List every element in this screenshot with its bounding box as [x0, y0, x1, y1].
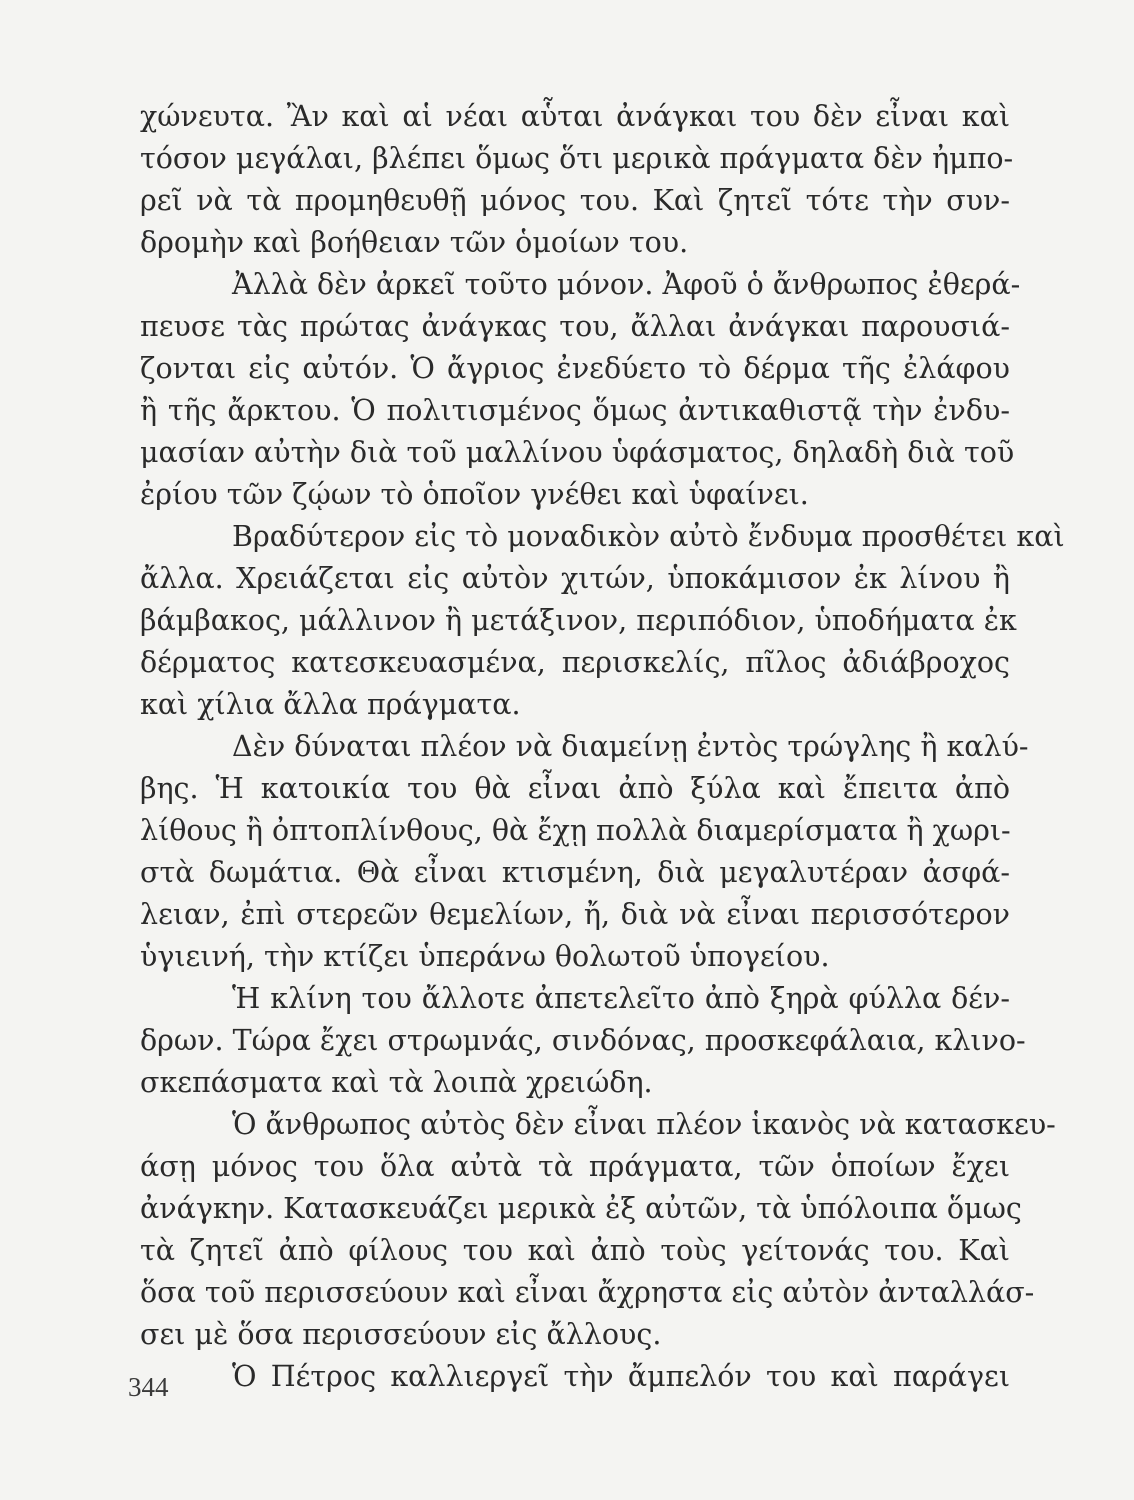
paragraph-start-line: Ἀλλὰ δὲν ἀρκεῖ τοῦτο μόνον. Ἀφοῦ ὁ ἄνθρωπος ἐθερά- — [232, 268, 1021, 301]
text-line: ἢ τῆς ἄρκτου. Ὁ πολιτισμένος ὅμως ἀντικαθιστᾷ τὴν ἐνδυ- — [140, 394, 1010, 427]
text-line: δέρματος κατεσκευασμένα, περισκελίς, πῖλος ἀδιάβροχος — [140, 646, 1010, 679]
text-line: σει μὲ ὅσα περισσεύουν εἰς ἄλλους. — [140, 1318, 662, 1351]
text-line: μασίαν αὐτὴν διὰ τοῦ μαλλίνου ὑφάσματος, δηλαδὴ διὰ τοῦ — [140, 436, 1015, 469]
text-line: βάμβακος, μάλλινον ἢ μετάξινον, περιπόδιον, ὑποδήματα ἐκ — [140, 604, 1017, 637]
text-line: ὑγιεινή, τὴν κτίζει ὑπεράνω θολωτοῦ ὑπογείου. — [140, 940, 830, 973]
paragraph-start-line: Ἡ κλίνη του ἄλλοτε ἀπετελεῖτο ἀπὸ ξηρὰ φύλλα δέν- — [232, 982, 1010, 1015]
text-line: λειαν, ἐπὶ στερεῶν θεμελίων, ἤ, διὰ νὰ εἶναι περισσότερον — [140, 898, 1010, 931]
body-text — [140, 96, 1065, 1398]
text-line: ἀνάγκην. Κατασκευάζει μερικὰ ἐξ αὐτῶν, τὰ ὑπόλοιπα ὅμως — [140, 1192, 1022, 1225]
text-line: καὶ χίλια ἄλλα πράγματα. — [140, 688, 521, 721]
text-line: δρων. Τώρα ἔχει στρωμνάς, σινδόνας, προσκεφάλαια, κλινο- — [140, 1024, 1026, 1057]
text-line: άσῃ μόνος του ὅλα αὐτὰ τὰ πράγματα, τῶν ὁποίων ἔχει — [140, 1150, 1010, 1183]
page-number: 344 — [128, 1372, 169, 1402]
paragraph-start-line: Βραδύτερον εἰς τὸ μοναδικὸν αὐτὸ ἔνδυμα προσθέτει καὶ — [232, 520, 1065, 553]
text-line: στὰ δωμάτια. Θὰ εἶναι κτισμένη, διὰ μεγαλυτέραν ἀσφά- — [140, 856, 1010, 889]
text-line: ρεῖ νὰ τὰ προμηθευθῇ μόνος του. Καὶ ζητεῖ τότε τὴν συν- — [140, 184, 1010, 217]
paragraph-start-line: Ὁ ἄνθρωπος αὐτὸς δὲν εἶναι πλέον ἱκανὸς νὰ κατασκευ- — [232, 1108, 1056, 1141]
text-line: σκεπάσματα καὶ τὰ λοιπὰ χρειώδη. — [140, 1066, 653, 1099]
text-line: χώνευτα. Ἂν καὶ αἱ νέαι αὗται ἀνάγκαι του δὲν εἶναι καὶ — [140, 100, 1010, 133]
text-line: πευσε τὰς πρώτας ἀνάγκας του, ἄλλαι ἀνάγκαι παρουσιά- — [140, 310, 1010, 343]
text-line: ὅσα τοῦ περισσεύουν καὶ εἶναι ἄχρηστα εἰς αὐτὸν ἀνταλλάσ- — [140, 1276, 1035, 1309]
text-line: δρομὴν καὶ βοήθειαν τῶν ὁμοίων του. — [140, 226, 689, 259]
text-line: τόσον μεγάλαι, βλέπει ὅμως ὅτι μερικὰ πράγματα δὲν ἠμπο- — [140, 142, 1014, 175]
text-line: τὰ ζητεῖ ἀπὸ φίλους του καὶ ἀπὸ τοὺς γείτονάς του. Καὶ — [140, 1234, 1010, 1267]
text-line: λίθους ἢ ὀπτοπλίνθους, θὰ ἔχῃ πολλὰ διαμερίσματα ἢ χωρι- — [140, 814, 1011, 847]
text-line: ζονται εἰς αὐτόν. Ὁ ἄγριος ἐνεδύετο τὸ δέρμα τῆς ἐλάφου — [140, 352, 1010, 385]
paragraph-start-line: Δὲν δύναται πλέον νὰ διαμείνῃ ἐντὸς τρώγλης ἢ καλύ- — [232, 730, 1029, 763]
text-line: ἄλλα. Χρειάζεται εἰς αὐτὸν χιτών, ὑποκάμισον ἐκ λίνου ἢ — [140, 562, 1010, 595]
paragraph-start-line: Ὁ Πέτρος καλλιεργεῖ τὴν ἄμπελόν του καὶ παράγει — [232, 1360, 1010, 1393]
text-line: βης. Ἡ κατοικία του θὰ εἶναι ἀπὸ ξύλα καὶ ἔπειτα ἀπὸ — [140, 772, 1010, 805]
text-line: ἐρίου τῶν ζῴων τὸ ὁποῖον γνέθει καὶ ὑφαίνει. — [140, 478, 809, 511]
